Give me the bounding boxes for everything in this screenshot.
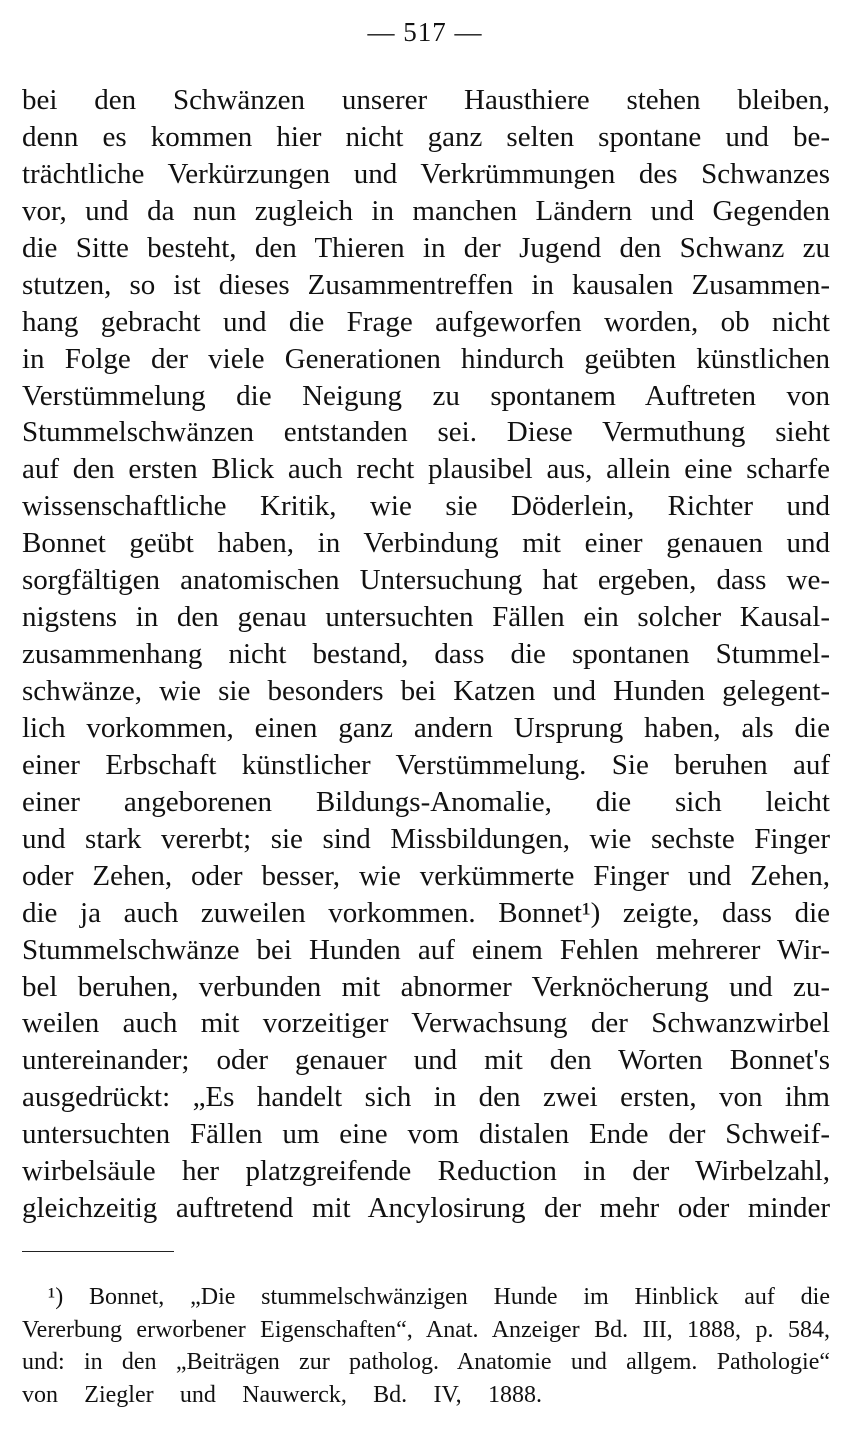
text-line-5: die Sitte besteht, den Thieren in der Jugend den Schwanz zu	[22, 231, 830, 264]
text-line-6: stutzen, so ist dieses Zusammentreffen in kausalen Zusammen-	[22, 268, 830, 301]
text-line-11: auf den ersten Blick auch recht plausibel aus, allein eine scharfe	[22, 453, 830, 486]
text-line-20: einer angeborenen Bildungs-Anomalie, die sich leicht	[22, 785, 830, 818]
text-line-10: Stummelschwänzen entstanden sei. Diese Vermuthung sieht	[22, 416, 830, 449]
text-line-3: trächtliche Verkürzungen und Verkrümmungen des Schwanzes	[22, 157, 830, 190]
text-line-28: ausgedrückt: „Es handelt sich in den zwei ersten, von ihm	[22, 1081, 830, 1114]
text-line-30: wirbelsäule her platzgreifende Reduction in der Wirbelzahl,	[22, 1155, 830, 1188]
page-number: — 517 —	[367, 17, 483, 47]
text-line-17: schwänze, wie sie besonders bei Katzen und Hunden gelegent-	[22, 675, 830, 707]
text-line-1: bei den Schwänzen unserer Hausthiere stehen bleiben,	[22, 84, 830, 116]
text-line-4: vor, und da nun zugleich in manchen Ländern und Gegenden	[22, 194, 830, 227]
footnotes	[22, 1281, 830, 1411]
footnote-line-3: und: in den „Beiträgen zur patholog. Anatomie und allgem. Pathologie“	[22, 1349, 830, 1375]
text-line-26: weilen auch mit vorzeitiger Verwachsung der Schwanzwirbel	[22, 1007, 830, 1040]
text-line-18: lich vorkommen, einen ganz andern Ursprung haben, als die	[22, 711, 830, 744]
text-line-24: Stummelschwänze bei Hunden auf einem Fehlen mehrerer Wir-	[22, 933, 830, 966]
text-line-2: denn es kommen hier nicht ganz selten spontane und be-	[22, 120, 830, 153]
text-line-23: die ja auch zuweilen vorkommen. Bonnet¹) zeigte, dass die	[22, 896, 830, 929]
footnote-line-4: von Ziegler und Nauwerck, Bd. IV, 1888.	[22, 1381, 542, 1408]
text-line-13: Bonnet geübt haben, in Verbindung mit einer genauen und	[22, 527, 830, 560]
text-line-21: und stark vererbt; sie sind Missbildungen, wie sechste Finger	[22, 822, 830, 855]
text-line-12: wissenschaftliche Kritik, wie sie Döderlein, Richter und	[22, 490, 830, 523]
footnote-line-2: Vererbung erworbener Eigenschaften“, Anat. Anzeiger Bd. III, 1888, p. 584,	[22, 1316, 830, 1343]
text-line-15: nigstens in den genau untersuchten Fällen ein solcher Kausal-	[22, 601, 830, 634]
text-line-16: zusammenhang nicht bestand, dass die spontanen Stummel-	[22, 638, 830, 671]
text-line-19: einer Erbschaft künstlicher Verstümmelung. Sie beruhen auf	[22, 748, 830, 781]
body-text	[22, 82, 830, 1227]
text-line-31: gleichzeitig auftretend mit Ancylosirung der mehr oder minder	[22, 1192, 830, 1225]
text-line-25: bel beruhen, verbunden mit abnormer Verknöcherung und zu-	[22, 970, 830, 1003]
text-line-29: untersuchten Fällen um eine vom distalen Ende der Schweif-	[22, 1118, 830, 1151]
footnote-line-1: ¹) Bonnet, „Die stummelschwänzigen Hunde im Hinblick auf die	[48, 1284, 830, 1310]
text-line-27: untereinander; oder genauer und mit den Worten Bonnet's	[22, 1044, 830, 1077]
text-line-8: in Folge der viele Generationen hindurch geübten künstlichen	[22, 342, 830, 375]
text-line-14: sorgfältigen anatomischen Untersuchung hat ergeben, dass we-	[22, 564, 830, 597]
text-line-22: oder Zehen, oder besser, wie verkümmerte Finger und Zehen,	[22, 859, 830, 892]
footnote-divider	[22, 1251, 174, 1252]
text-line-7: hang gebracht und die Frage aufgeworfen worden, ob nicht	[22, 305, 830, 338]
text-line-9: Verstümmelung die Neigung zu spontanem Auftreten von	[22, 379, 830, 412]
